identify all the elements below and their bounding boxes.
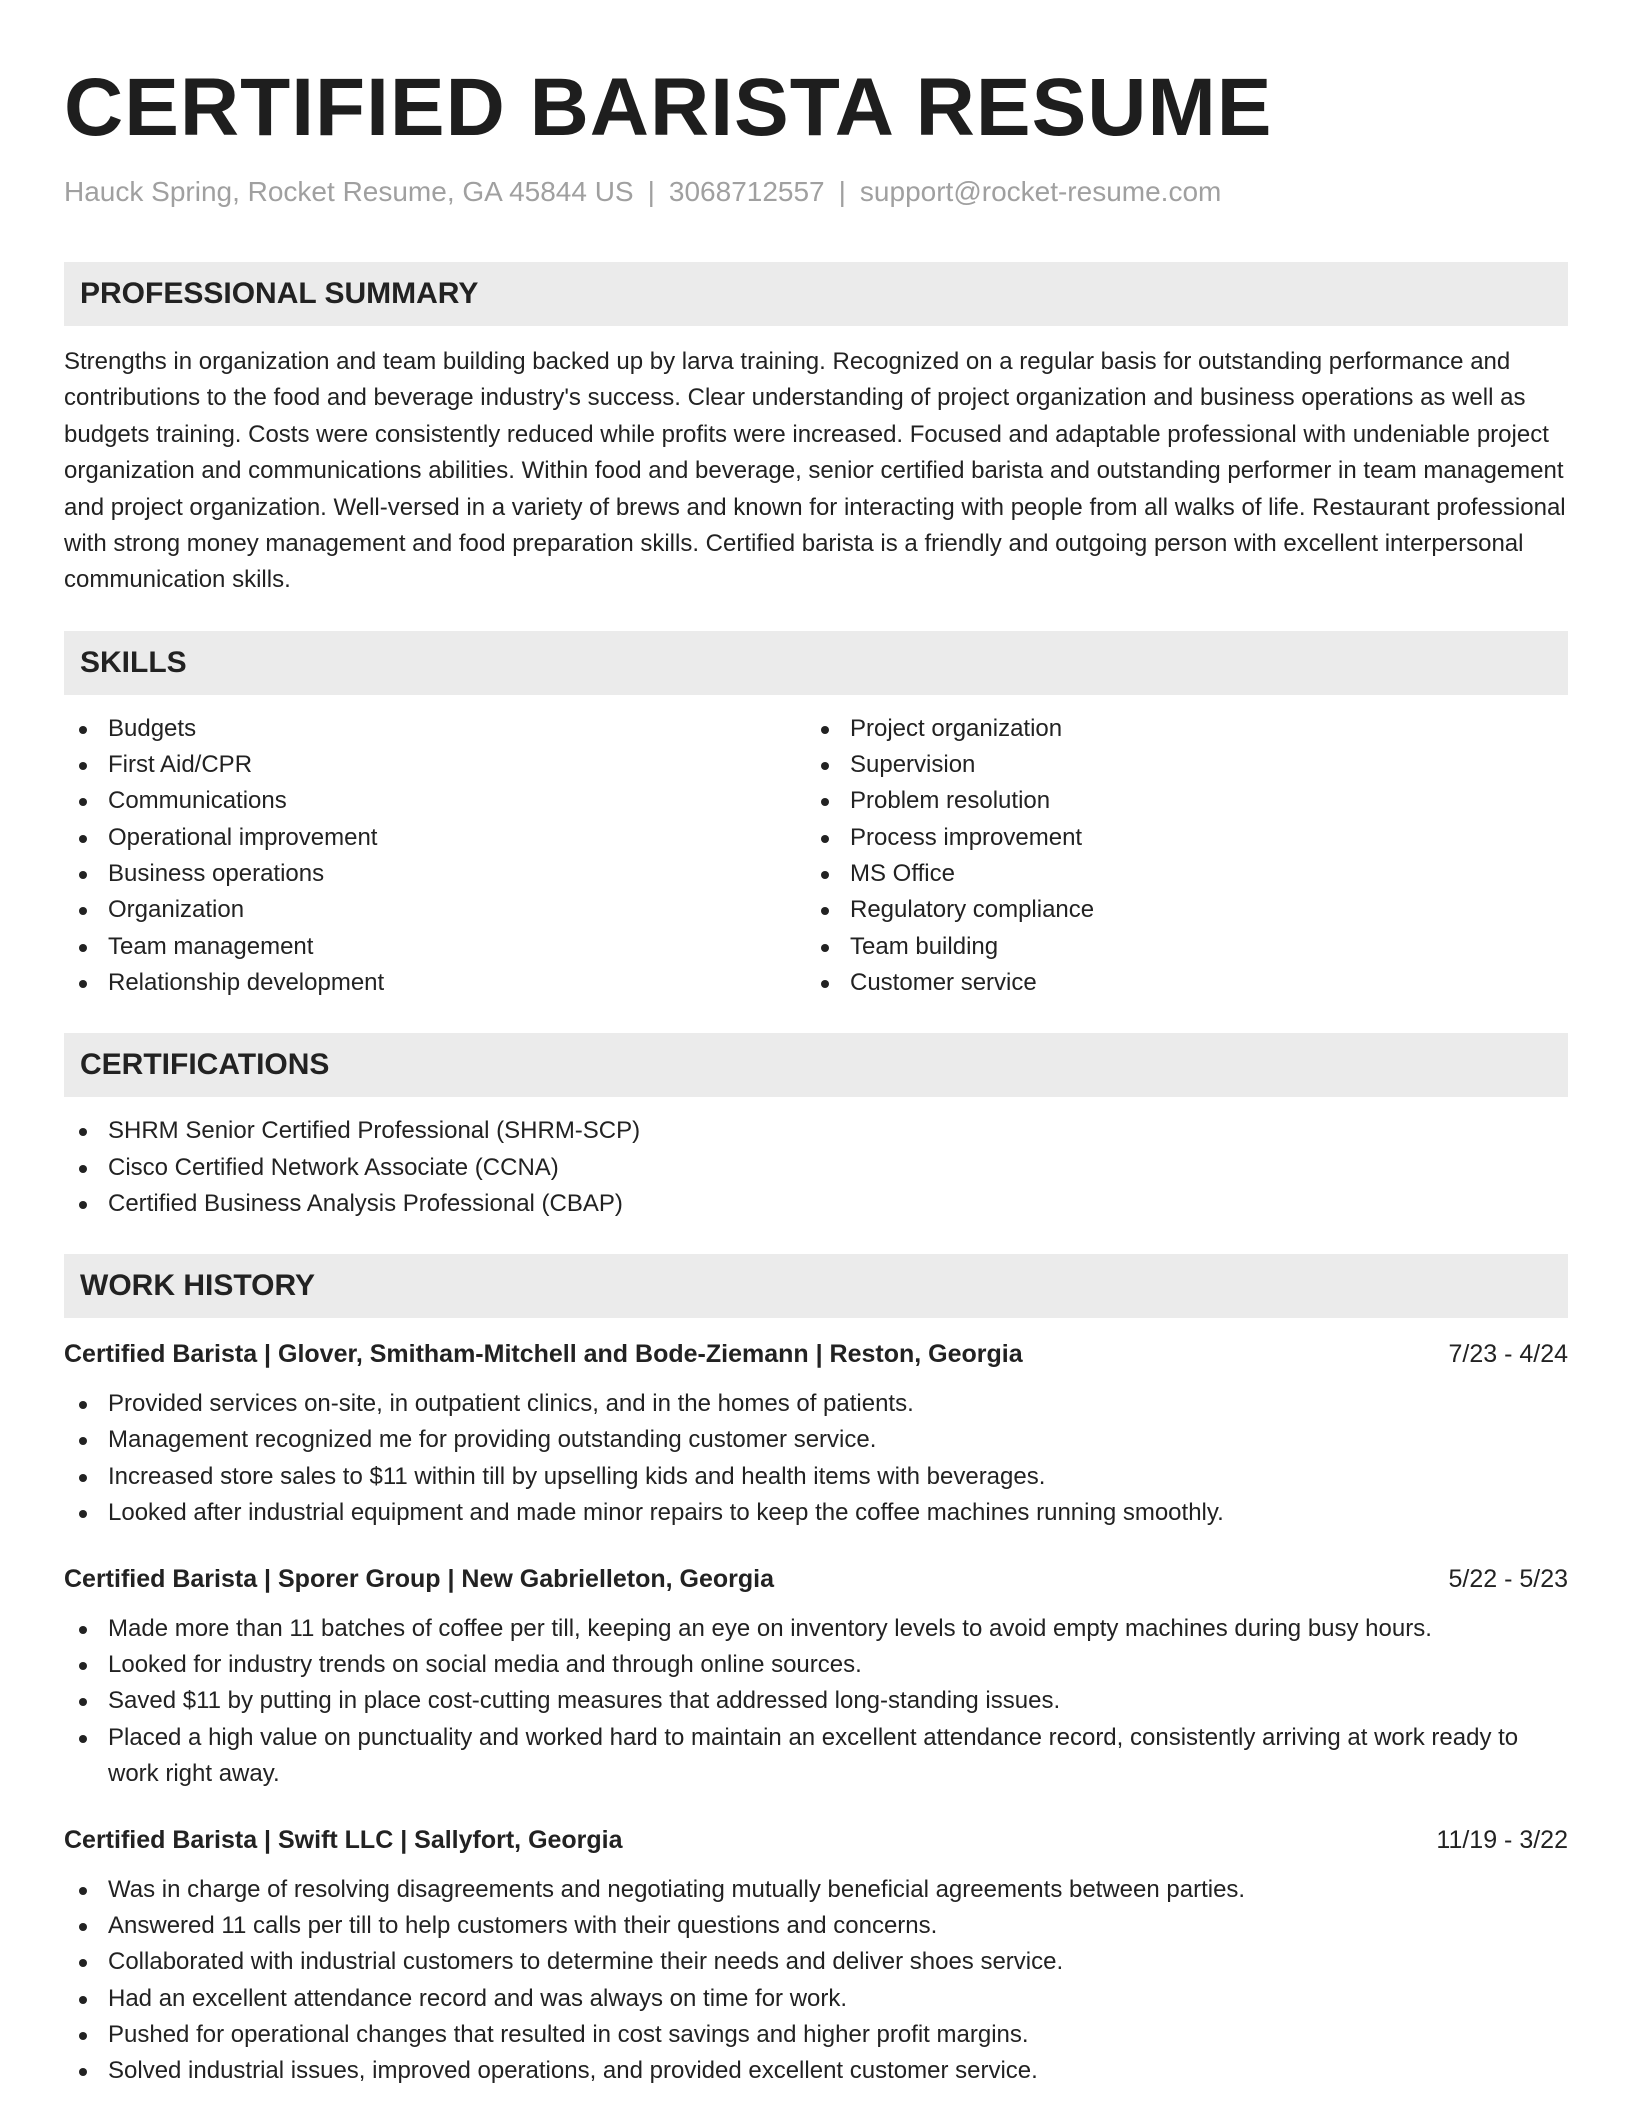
section-header-skills: SKILLS [64,631,1568,695]
skill-item: Operational improvement [64,820,806,856]
section-header-work-history: WORK HISTORY [64,1254,1568,1318]
job-bullet: Solved industrial issues, improved operations, and provided excellent customer service. [64,2053,1568,2089]
certification-item: Certified Business Analysis Professional (CBAP) [64,1186,1568,1222]
skill-item: Team management [64,929,806,965]
skills-column-right [806,711,1566,1001]
certification-item: SHRM Senior Certified Professional (SHRM-SCP) [64,1113,1568,1149]
skill-item: Budgets [64,711,806,747]
contact-phone: 3068712557 [668,176,825,207]
job-bullet: Looked after industrial equipment and made minor repairs to keep the coffee machines running smoothly. [64,1495,1568,1531]
skill-item: First Aid/CPR [64,747,806,783]
job-title: Certified Barista | Swift LLC | Sallyfort, Georgia [64,1825,623,1854]
contact-email: support@rocket-resume.com [859,176,1222,207]
job-dates: 5/22 - 5/23 [1448,1564,1568,1593]
contact-separator: | [838,176,846,207]
skills-list [64,711,1568,1001]
job-bullet: Collaborated with industrial customers to determine their needs and deliver shoes service. [64,1944,1568,1980]
job-bullet: Looked for industry trends on social media and through online sources. [64,1647,1568,1683]
job-header [64,1561,1568,1597]
job-entry [64,1561,1568,1792]
job-bullets [64,1386,1568,1531]
skill-item: Customer service [806,965,1566,1001]
job-bullet: Increased store sales to $11 within till by upselling kids and health items with beverages. [64,1459,1568,1495]
contact-address: Hauck Spring, Rocket Resume, GA 45844 US [64,176,634,207]
section-header-summary: PROFESSIONAL SUMMARY [64,262,1568,326]
job-bullet: Was in charge of resolving disagreements and negotiating mutually beneficial agreements between parties. [64,1872,1568,1908]
skill-item: Business operations [64,856,806,892]
job-bullet: Made more than 11 batches of coffee per till, keeping an eye on inventory levels to avoid empty machines during busy hours. [64,1611,1568,1647]
job-bullet: Pushed for operational changes that resulted in cost savings and higher profit margins. [64,2017,1568,2053]
skill-item: Team building [806,929,1566,965]
job-bullet: Answered 11 calls per till to help customers with their questions and concerns. [64,1908,1568,1944]
skill-item: Supervision [806,747,1566,783]
skills-column-left [64,711,806,1001]
job-dates: 7/23 - 4/24 [1448,1340,1568,1369]
resume-title: CERTIFIED BARISTA RESUME [64,62,1273,153]
job-entry [64,1822,1568,2089]
job-title: Certified Barista | Glover, Smitham-Mitchell and Bode-Ziemann | Reston, Georgia [64,1340,1023,1369]
summary-text: Strengths in organization and team building backed up by larva training. Recognized on a regular basis for outstanding performance and contributions to the food and beverage industry's success. Clear understanding of project organization and business operations as well as budgets training. Costs were consistently reduced while profits were increased. Focused and adaptable professional with undeniable project organization and communications abilities. Within food and beverage, senior certified barista and outstanding performer in team management and project organization. Well-versed in a variety of brews and known for interacting with people from all walks of life. Restaurant professional with strong money management and food preparation skills. Certified barista is a friendly and outgoing person with excellent interpersonal communication skills. [64,348,1566,594]
skill-item: Relationship development [64,965,806,1001]
job-bullet: Management recognized me for providing outstanding customer service. [64,1422,1568,1458]
skill-item: Problem resolution [806,783,1566,819]
job-bullet: Provided services on-site, in outpatient clinics, and in the homes of patients. [64,1386,1568,1422]
job-bullet: Placed a high value on punctuality and worked hard to maintain an excellent attendance record, consistently arriving at work ready to work right away. [64,1720,1568,1792]
skill-item: Project organization [806,711,1566,747]
job-dates: 11/19 - 3/22 [1436,1825,1568,1854]
certification-item: Cisco Certified Network Associate (CCNA) [64,1150,1568,1186]
job-header [64,1336,1568,1372]
contact-separator: | [647,176,655,207]
job-bullet: Had an excellent attendance record and was always on time for work. [64,1981,1568,2017]
certifications-list [64,1113,1568,1222]
skill-item: MS Office [806,856,1566,892]
job-entry [64,1336,1568,1531]
job-bullet: Saved $11 by putting in place cost-cutting measures that addressed long-standing issues. [64,1683,1568,1719]
job-bullets [64,1611,1568,1792]
job-title: Certified Barista | Sporer Group | New Gabrielleton, Georgia [64,1564,774,1593]
skill-item: Communications [64,783,806,819]
job-bullets [64,1872,1568,2089]
contact-line [64,174,1568,210]
job-header [64,1822,1568,1858]
skill-item: Regulatory compliance [806,892,1566,928]
skill-item: Organization [64,892,806,928]
section-header-certifications: CERTIFICATIONS [64,1033,1568,1097]
skill-item: Process improvement [806,820,1566,856]
